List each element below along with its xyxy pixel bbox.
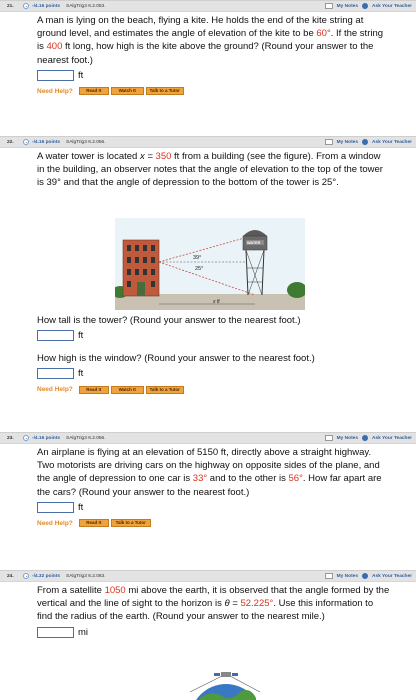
question-number: 23. [7, 435, 14, 441]
points-icon [23, 435, 29, 441]
ask-teacher-icon[interactable] [362, 435, 368, 441]
question-header [0, 136, 416, 148]
altitude-value: 1050 [104, 585, 126, 596]
question-24 [0, 570, 416, 639]
answer-unit: ft [78, 368, 84, 380]
question-22 [0, 136, 416, 394]
ask-teacher-link[interactable]: Ask Your Teacher [372, 139, 412, 145]
question-number: 24. [7, 573, 14, 579]
answer-unit: ft [78, 501, 84, 513]
need-help-label: Need Help? [37, 519, 73, 527]
points-icon [23, 139, 29, 145]
theta-value: 52.225° [240, 598, 274, 610]
angle-2-value: 56° [288, 473, 303, 485]
answer-input[interactable] [37, 502, 74, 513]
earth-satellite-figure [170, 672, 280, 700]
points-icon [23, 573, 29, 579]
building [123, 240, 159, 296]
ask-teacher-icon[interactable] [362, 3, 368, 9]
my-notes-link[interactable]: My Notes [336, 139, 358, 145]
ask-teacher-icon[interactable] [362, 573, 368, 579]
read-it-button[interactable]: Read It [79, 87, 109, 95]
my-notes-link[interactable]: My Notes [336, 573, 358, 579]
watch-it-button[interactable]: Watch It [111, 87, 144, 95]
points-label: -/4.16 points [32, 435, 60, 441]
talk-to-tutor-button[interactable]: Talk to a Tutor [146, 87, 184, 95]
question-23 [0, 432, 416, 529]
talk-to-tutor-button[interactable]: Talk to a Tutor [146, 386, 184, 394]
question-id: SAlgTrig3 6.2.063. [66, 573, 106, 579]
answer-unit: ft [78, 330, 84, 342]
answer-input-window-height[interactable] [37, 368, 74, 379]
notes-checkbox-icon[interactable] [325, 139, 333, 145]
help-row [37, 518, 390, 529]
question-header [0, 570, 416, 582]
help-row [37, 384, 390, 395]
notes-checkbox-icon[interactable] [325, 573, 333, 579]
notes-checkbox-icon[interactable] [325, 435, 333, 441]
ask-teacher-link[interactable]: Ask Your Teacher [372, 435, 412, 441]
answer-input-tower-height[interactable] [37, 330, 74, 341]
question-text: A man is lying on the beach, flying a kite. He holds the end of the kite string at ground level, and estimates the angle of elevation of the kite to be 60°. If the string is 400 ft long, how high is the kite above the ground? (Round your answer to the nearest foot.) [37, 15, 384, 66]
points-icon [23, 3, 29, 9]
distance-label: x ft [213, 299, 220, 305]
my-notes-link[interactable]: My Notes [336, 3, 358, 9]
satellite-icon [221, 672, 231, 677]
answer-input[interactable] [37, 70, 74, 81]
question-text: A water tower is located x = 350 ft from a building (see the figure). From a window in the building, an observer notes that the angle of elevation to the top of the tower is 39° and that the angle of depression to the bottom of the tower is 25°. [37, 151, 383, 189]
my-notes-link[interactable]: My Notes [336, 435, 358, 441]
angle-bottom-label: 25° [195, 266, 204, 272]
angle-value: 60° [316, 28, 331, 40]
read-it-button[interactable]: Read It [79, 519, 109, 527]
tower-sign: WATER [247, 241, 261, 246]
question-text: From a satellite 1050 mi above the earth, it is observed that the angle formed by the vertical and the line of sight to the horizon is θ = 52.225°. Use this information to find the radius of the earth. (Round your answer to the nearest mile.) [37, 585, 390, 623]
distance-value: 350 [155, 151, 172, 162]
question-id: SAlgTrig3 6.2.056. [66, 435, 106, 441]
answer-input[interactable] [37, 627, 74, 638]
subquestion-1: How tall is the tower? (Round your answer to the nearest foot.) [37, 315, 301, 326]
notes-checkbox-icon[interactable] [325, 3, 333, 9]
question-id: SAlgTrig3 6.2.053. [66, 3, 106, 9]
watch-it-button[interactable]: Watch It [111, 386, 144, 394]
question-21 [0, 0, 416, 97]
ask-teacher-link[interactable]: Ask Your Teacher [372, 573, 412, 579]
ask-teacher-link[interactable]: Ask Your Teacher [372, 3, 412, 9]
need-help-label: Need Help? [37, 87, 73, 95]
angle-1-value: 33° [192, 473, 208, 485]
need-help-label: Need Help? [37, 386, 73, 394]
figure-ground [115, 294, 305, 310]
subquestion-2: How high is the window? (Round your answer to the nearest foot.) [37, 353, 315, 365]
water-tower-figure [115, 218, 305, 310]
ask-teacher-icon[interactable] [362, 139, 368, 145]
answer-unit: ft [78, 69, 84, 81]
question-header [0, 0, 416, 12]
help-row [37, 86, 390, 97]
talk-to-tutor-button[interactable]: Talk to a Tutor [111, 519, 151, 527]
length-value: 400 [46, 41, 63, 53]
question-number: 21. [7, 3, 14, 9]
question-text: An airplane is flying at an elevation of 5150 ft, directly above a straight highway. Two motorists are driving cars on the highway on opposite sides of the plane, and the angle of depression to one car is 33° and to the other is 56°. How far apart are the cars? (Round your answer to the nearest foot.) [37, 447, 382, 498]
question-number: 22. [7, 139, 14, 145]
question-header [0, 432, 416, 444]
answer-unit: mi [78, 626, 89, 638]
points-label: -/4.16 points [32, 139, 60, 145]
angle-top-label: 39° [193, 255, 202, 261]
question-id: SAlgTrig3 6.2.056. [66, 139, 106, 145]
points-label: -/4.32 points [32, 573, 60, 579]
points-label: -/4.16 points [32, 3, 60, 9]
read-it-button[interactable]: Read It [79, 386, 109, 394]
